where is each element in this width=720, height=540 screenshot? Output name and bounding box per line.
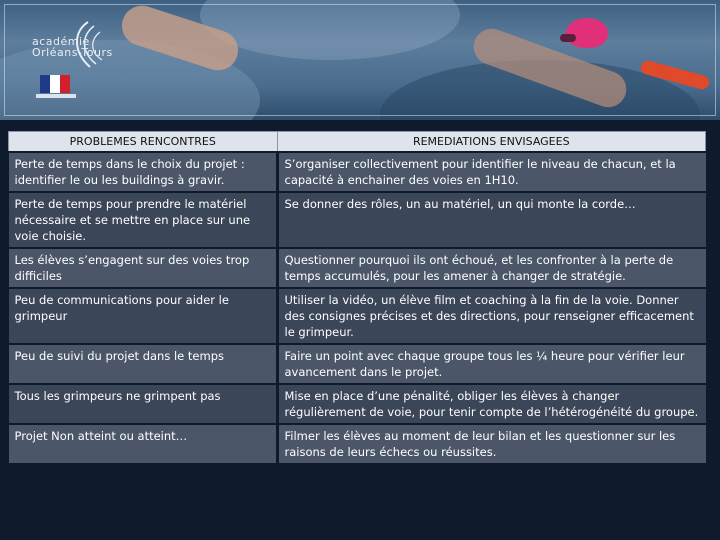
- table-row: [9, 344, 706, 384]
- problem-cell: Projet Non atteint ou atteint…: [9, 424, 278, 464]
- problem-cell: Peu de communications pour aider le grimpeur: [9, 288, 278, 344]
- table-row: [9, 152, 706, 192]
- table-row: [9, 248, 706, 288]
- table-row: [9, 288, 706, 344]
- problem-cell: Peu de suivi du projet dans le temps: [9, 344, 278, 384]
- logo-text-line1: académie: [32, 35, 90, 48]
- table-row: [9, 424, 706, 464]
- problem-cell: Perte de temps pour prendre le matériel nécessaire et se mettre en place sur une voie choisie.: [9, 192, 278, 248]
- remediation-cell: Filmer les élèves au moment de leur bilan et les questionner sur les raisons de leurs échecs ou réussites.: [277, 424, 706, 464]
- remediation-cell: Se donner des rôles, un au matériel, un qui monte la corde…: [277, 192, 706, 248]
- table-header-row: [9, 132, 706, 153]
- remediation-cell: Mise en place d’une pénalité, obliger les élèves à changer régulièrement de voie, pour tenir compte de l’hétérogénéité du groupe.: [277, 384, 706, 424]
- problem-cell: Les élèves s’engagent sur des voies trop difficiles: [9, 248, 278, 288]
- problems-remediations-table: [8, 131, 706, 465]
- table-row: [9, 192, 706, 248]
- problem-cell: Tous les grimpeurs ne grimpent pas: [9, 384, 278, 424]
- problem-cell: Perte de temps dans le choix du projet : identifier le ou les buildings à gravir.: [9, 152, 278, 192]
- remediation-cell: S’organiser collectivement pour identifier le niveau de chacun, et la capacité à enchainer des voies en 1H10.: [277, 152, 706, 192]
- table-row: [9, 384, 706, 424]
- header-remediations: REMEDIATIONS ENVISAGEES: [277, 132, 706, 153]
- logo-text-line2: Orléans-Tours: [32, 46, 113, 59]
- header-problems: PROBLEMES RENCONTRES: [9, 132, 278, 153]
- remediation-cell: Questionner pourquoi ils ont échoué, et les confronter à la perte de temps accumulés, pour les amener à changer de stratégie.: [277, 248, 706, 288]
- remediation-cell: Utiliser la vidéo, un élève film et coaching à la fin de la voie. Donner des consignes précises et des directions, pour renseigner efficacement le grimpeur.: [277, 288, 706, 344]
- banner-frame: [4, 4, 716, 116]
- remediation-cell: Faire un point avec chaque groupe tous les ¼ heure pour vérifier leur avancement dans le projet.: [277, 344, 706, 384]
- header-banner: [0, 0, 720, 120]
